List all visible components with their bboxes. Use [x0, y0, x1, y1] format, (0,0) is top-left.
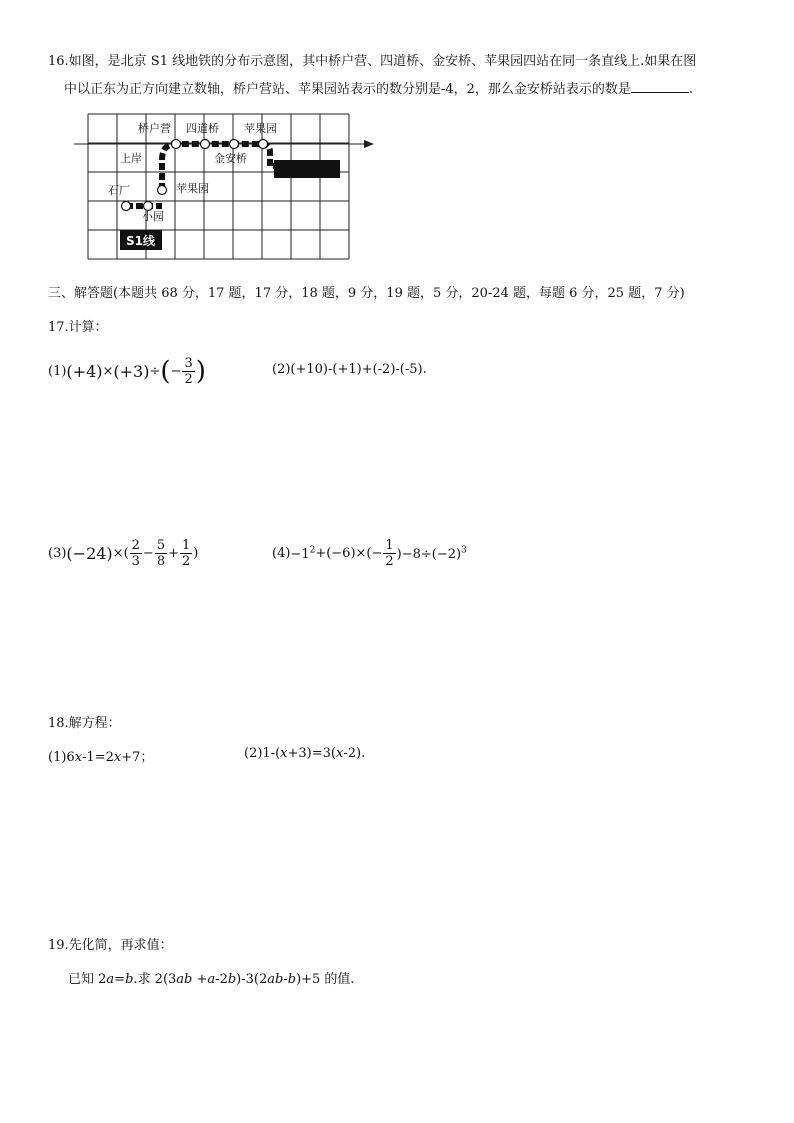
station-shichang: [122, 202, 131, 211]
station-jinanqiao: [230, 140, 239, 149]
q16-line2: 中以正东为正方向建立数轴，桥户营站、苹果园站表示的数分别是-4，2，那么金安桥站表示的数是 .: [64, 82, 694, 97]
q19-title: 19.先化简，再求值：: [48, 938, 173, 953]
label-pingguoyuan-top: 苹果园: [244, 122, 277, 135]
s1-route: [126, 144, 284, 206]
station-circles: [122, 140, 268, 211]
label-pingguoyuan-mid: 苹果园: [176, 182, 209, 195]
q17-title: 17.计算：: [48, 320, 108, 335]
q19-body: 已知 2a=b.求 2(3ab +a-2b)-3(2ab-b)+5 的值.: [68, 972, 355, 987]
q17-part1: (1)(+4)×(+3)÷(− $\frac{3}{2}$ ): [48, 356, 206, 387]
station-pingguoyuan-mid: [158, 186, 167, 195]
label-shangan: 上岸: [120, 152, 142, 165]
label-xiaoyuan: 小园: [142, 210, 164, 223]
station-qiaohuying: [172, 140, 181, 149]
section-3-title: 三、解答题(本题共 68 分，17 题，17 分，18 题，9 分，19 题，5 分，20-24 题，每题 6 分，25 题，7 分): [48, 286, 685, 301]
q18-part1: (1)6x-1=2x+7；: [48, 750, 154, 765]
q18-part2: (2)1-(x+3)=3(x-2).: [244, 746, 366, 761]
axis-arrow-icon: [364, 140, 374, 148]
route-extension-block: [274, 160, 340, 178]
q17-part4: $(4)-1^2+(-6)\times(-$ $\frac{1}{2}$ )$-8\div(-2)^3$: [272, 538, 467, 569]
label-jinanqiao: 金安桥: [214, 152, 247, 165]
label-qiaohuying: 桥户营: [138, 122, 171, 135]
station-pingguoyuan: [259, 140, 268, 149]
line-label: S1线: [126, 234, 155, 248]
label-sidaoqiao: 四道桥: [186, 122, 219, 135]
q17-part3: (3)(−24)×( $\frac{2}{3}$ − $\frac{5}{8}$ + $\frac{1}{2}$ ): [48, 538, 199, 569]
station-sidaoqiao: [201, 140, 210, 149]
q16-line1: 16.如图，是北京 S1 线地铁的分布示意图，其中桥户营、四道桥、金安桥、苹果园四站在同一条直线上.如果在图: [48, 54, 697, 69]
s1-subway-map: [74, 110, 384, 260]
q18-title: 18.解方程：: [48, 716, 121, 731]
label-shichang: 石厂: [108, 184, 130, 197]
q17-part2: (2)(+10)-(+1)+(-2)-(-5).: [272, 362, 427, 377]
answer-blank[interactable]: [631, 80, 689, 93]
